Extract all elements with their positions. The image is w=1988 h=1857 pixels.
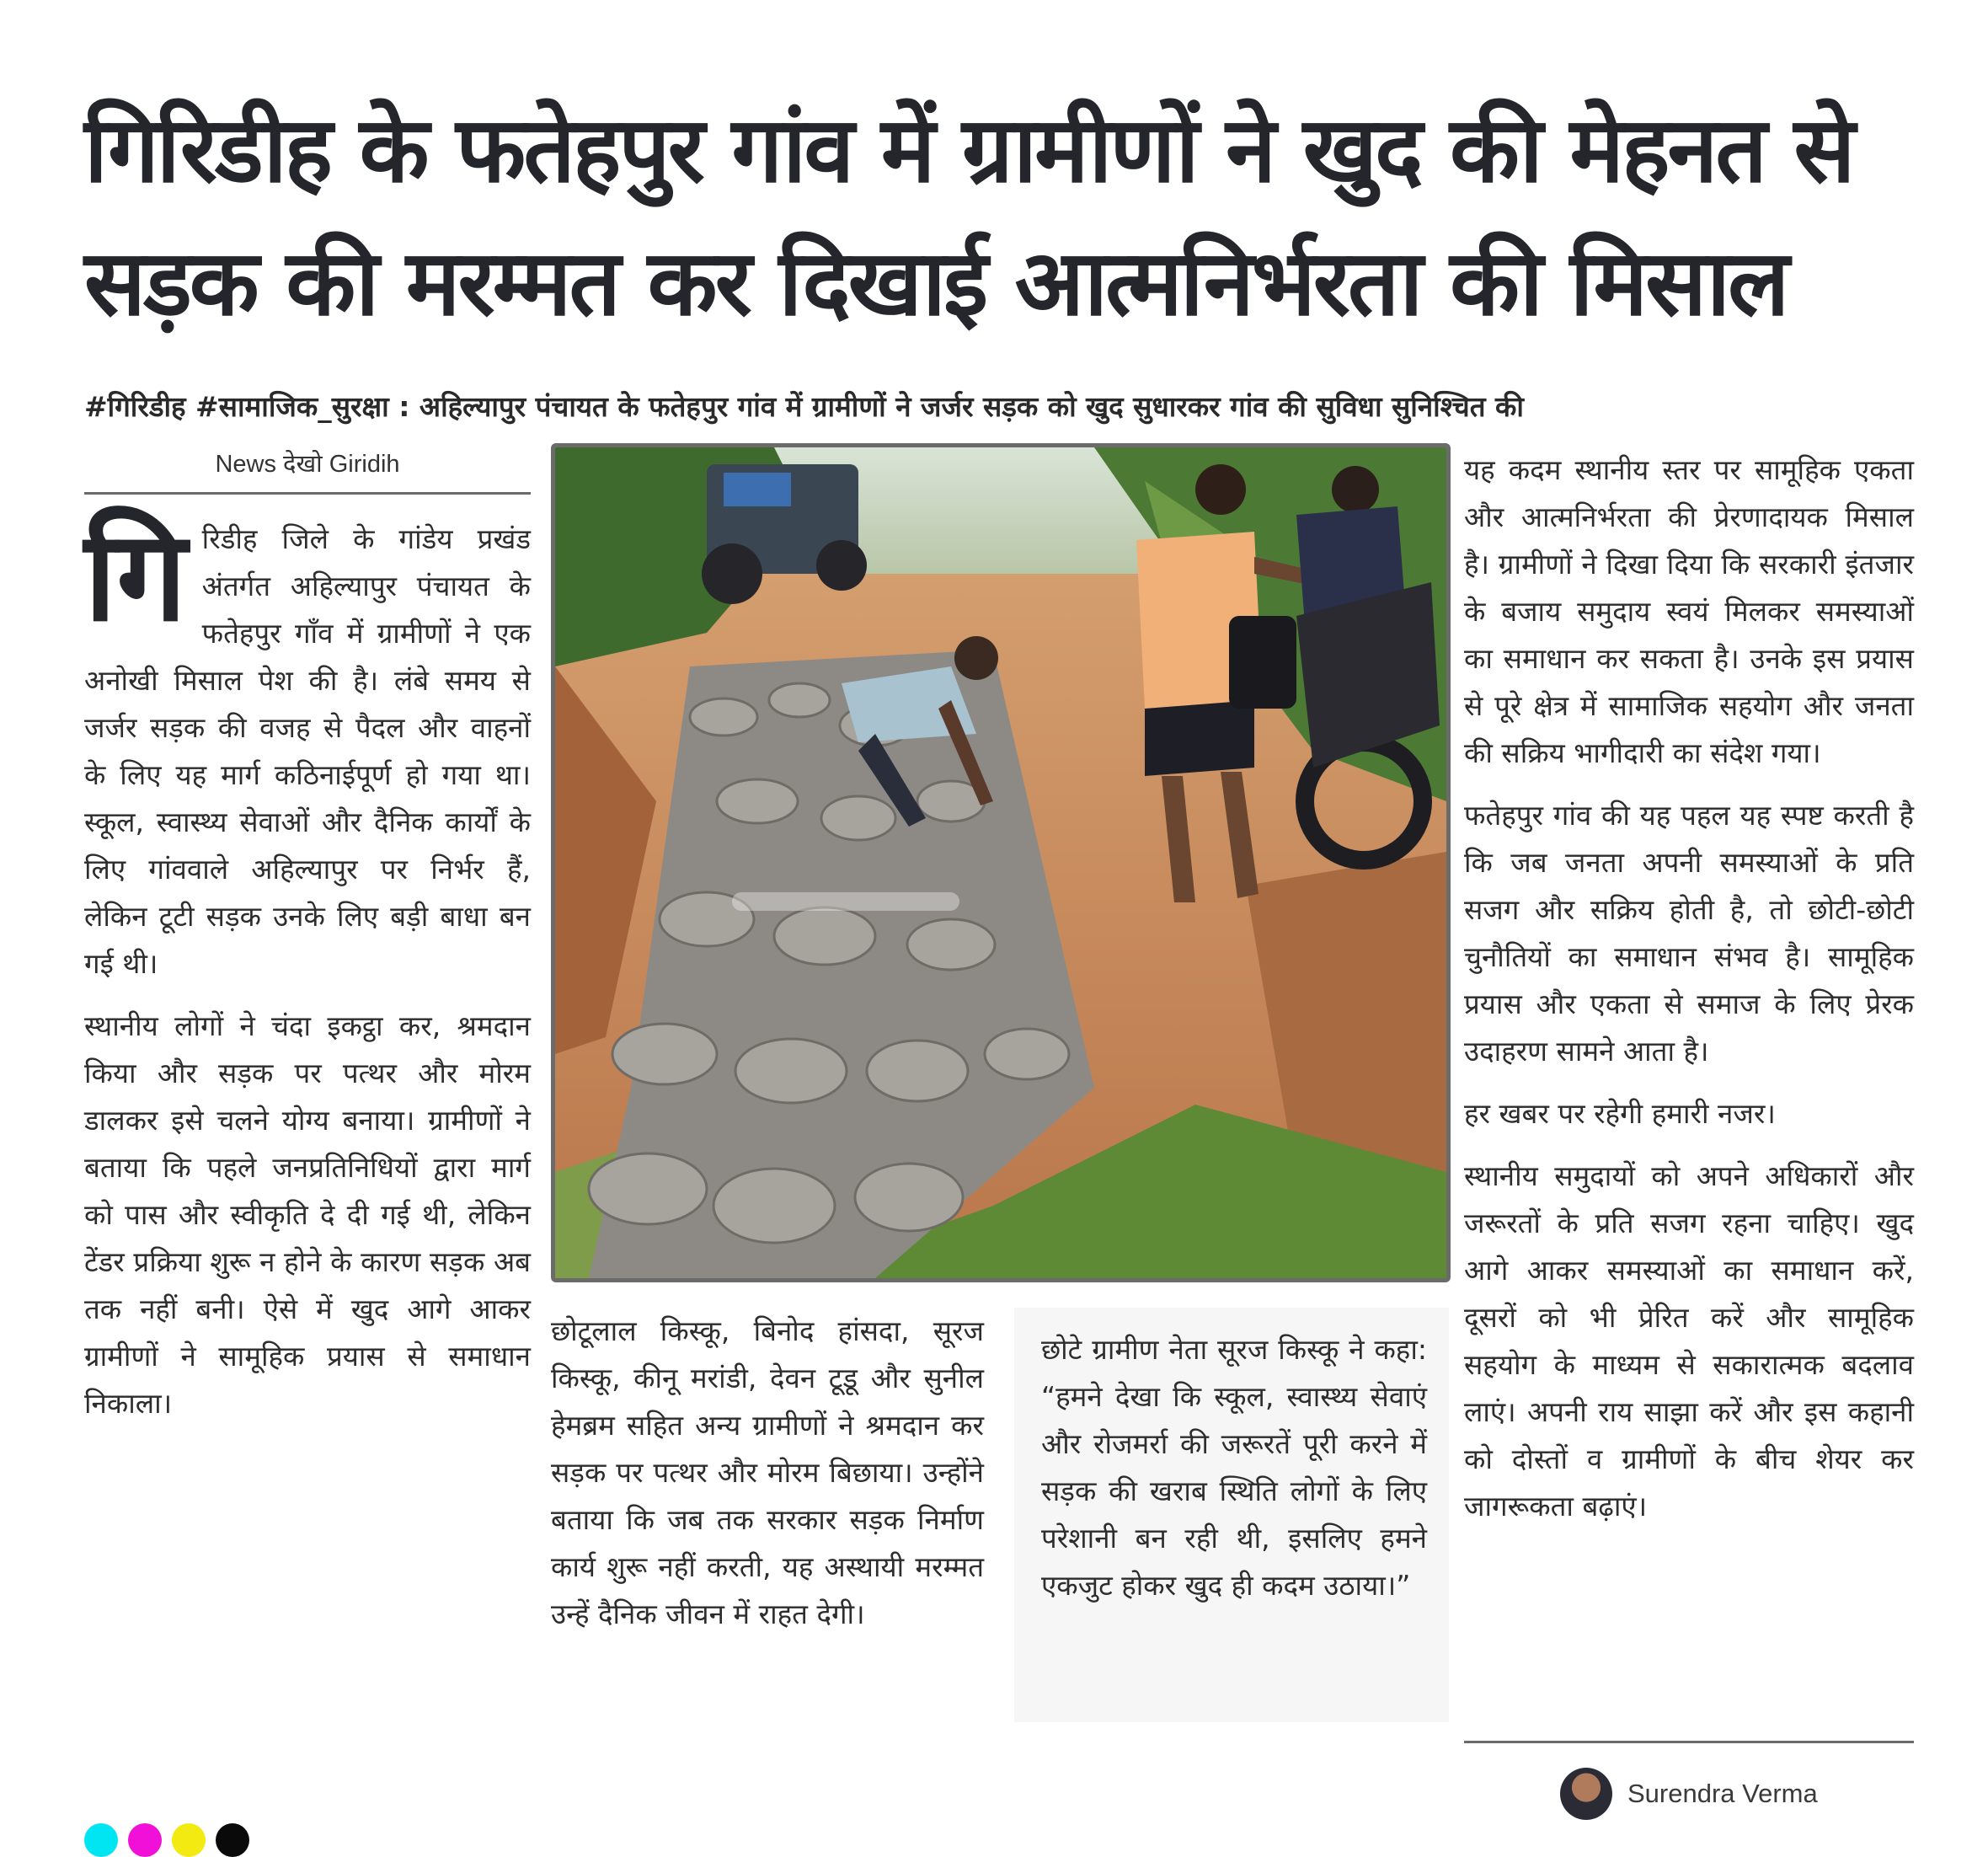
paragraph: छोटूलाल किस्कू, बिनोद हांसदा, सूरज किस्कू, कीनू मरांडी, देवन टूडू और सुनील हेमब्रम सहित अन्य ग्रामीणों ने श्रमदान कर सड़क पर पत्थर और मोरम बिछाया। उन्होंने बताया कि जब तक सरकार सड़क निर्माण कार्य शुरू नहीं करती, यह अस्थायी मरम्मत उन्हें दैनिक जीवन में राहत देगी। [551,1314,984,1630]
article-photo [551,443,1451,1282]
black-dot [216,1823,249,1857]
author-byline [1560,1768,1818,1820]
source-rule [84,492,531,495]
drop-cap: गि [84,504,187,649]
headline [84,84,1921,351]
paragraph [84,504,531,987]
paragraph: स्थानीय समुदायों को अपने अधिकारों और जरूरतों के प्रति सजग रहना चाहिए। खुद आगे आकर समस्याओं का समाधान करें, दूसरों को भी प्रेरित करें और सामूहिक सहयोग के माध्यम से सकारात्मक बदलाव लाएं। अपनी राय साझा करें और इस कहानी को दोस्तों व ग्रामीणों के बीच शेयर कर जागरूकता बढ़ाएं। [1464,1159,1914,1523]
yellow-dot [172,1823,206,1857]
paragraph-text: रिडीह जिले के गांडेय प्रखंड अंतर्गत अहिल्यापुर पंचायत के फतेहपुर गाँव में ग्रामीणों ने एक अनोखी मिसाल पेश की है। लंबे समय से जर्जर सड़क की वजह से पैदल और वाहनों के लिए यह मार्ग कठिनाईपूर्ण हो गया था। स्कूल, स्वास्थ्य सेवाओं और दैनिक कार्यों के लिए गांववाले अहिल्यापुर पर निर्भर हैं, लेकिन टूटी सड़क उनके लिए बड़ी बाधा बन गई थी। [84,522,531,980]
column-3 [1464,447,1914,1545]
source-byline: News देखो Giridih [215,451,400,478]
paragraph: हर खबर पर रहेगी हमारी नजर। [1464,1097,1776,1130]
quote-text: छोटे ग्रामीण नेता सूरज किस्कू ने कहा: “हमने देखा कि स्कूल, स्वास्थ्य सेवाएं और रोजमर्रा की जरूरतें पूरी करने में सड़क की खराब स्थिति लोगों के लिए परेशानी बन रही थी, इसलिए हमने एकजुट होकर खुद ही कदम उठाया।” [1041,1333,1427,1602]
column-1 [84,504,531,1442]
subheadline: #गिरिडीह #सामाजिक_सुरक्षा : अहिल्यापुर पंचायत के फतेहपुर गांव में ग्रामीणों ने जर्जर सड़क को खुद सुधारकर गांव की सुविधा सुनिश्चित की [84,390,1524,423]
paragraph: स्थानीय लोगों ने चंदा इकट्ठा कर, श्रमदान किया और सड़क पर पत्थर और मोरम डालकर इसे चलने योग्य बनाया। ग्रामीणों ने बताया कि पहले जनप्रतिनिधियों द्वारा मार्ग को पास और स्वीकृति दे दी गई थी, लेकिन टेंडर प्रक्रिया शुरू न होने के कारण सड़क अब तक नहीं बनी। ऐसे में खुद आगे आकर ग्रामीणों ने सामूहिक प्रयास से समाधान निकाला। [84,1009,531,1420]
headline-line-1: गिरिडीह के फतेहपुर गांव में ग्रामीणों ने खुद की मेहनत से [84,98,1853,203]
column-2 [551,1308,984,1653]
magenta-dot [128,1823,162,1857]
paragraph: फतेहपुर गांव की यह पहल यह स्पष्ट करती है कि जब जनता अपनी समस्याओं के प्रति सजग और सक्रिय होती है, तो छोटी-छोटी चुनौतियों का समाधान संभव है। सामूहिक प्रयास और एकता से समाज के लिए प्रेरक उदाहरण सामने आता है। [1464,799,1914,1068]
author-rule [1464,1741,1914,1743]
print-color-marks [84,1823,249,1857]
paragraph: यह कदम स्थानीय स्तर पर सामूहिक एकता और आत्मनिर्भरता की प्रेरणादायक मिसाल है। ग्रामीणों ने दिखा दिया कि सरकारी इंतजार के बजाय समुदाय स्वयं मिलकर समस्याओं का समाधान कर सकता है। उनके इस प्रयास से पूरे क्षेत्र में सामाजिक सहयोग और जनता की सक्रिय भागीदारी का संदेश गया। [1464,453,1914,769]
author-avatar [1560,1768,1612,1820]
cyan-dot [84,1823,118,1857]
quote-box [1014,1308,1449,1722]
author-name: Surendra Verma [1627,1779,1818,1808]
road-repair-photo [555,447,1446,1278]
headline-line-2: सड़क की मरम्मत कर दिखाई आत्मनिर्भरता की मिसाल [84,231,1788,336]
